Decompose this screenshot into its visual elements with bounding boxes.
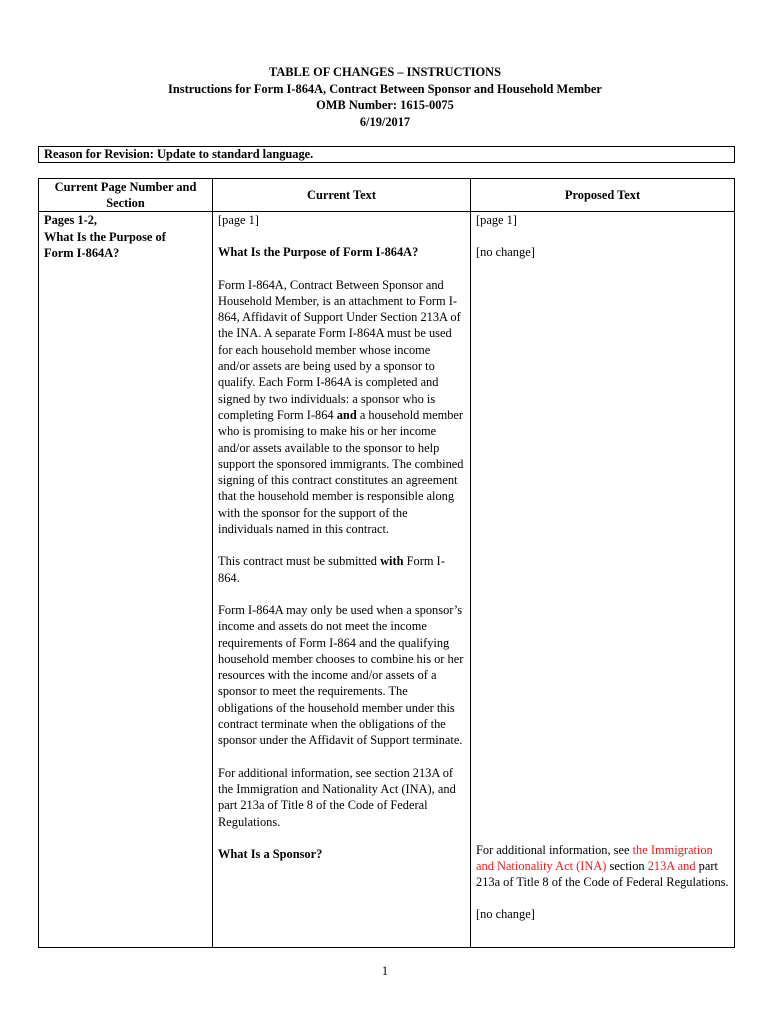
current-paragraph-3: Form I-864A may only be used when a sponsor’s income and assets do not meet the income requirements of Form I-864 and the qualifying household member chooses to combine his or her resources with the income and/or assets of a sponsor to meet the requirements. The obligations of the household member under this contract terminate when the obligations of the sponsor under the Affidavit of Support terminate. <box>218 602 464 748</box>
header-title: TABLE OF CHANGES – INSTRUCTIONS <box>268 65 502 79</box>
proposed-text-cell <box>471 212 735 948</box>
header-date: 6/19/2017 <box>359 114 411 129</box>
current-paragraph-2: This contract must be submitted with Form I-864. <box>218 554 445 585</box>
current-paragraph-4: For additional information, see section 213A of the Immigration and Nationality Act (INA), and part 213a of Title 8 of the Code of Federal Regulations. <box>218 765 456 829</box>
table-header-row <box>39 179 735 212</box>
current-paragraph-1: Form I-864A, Contract Between Sponsor and Household Member, is an attachment to Form I-864, Affidavit of Support Under Section 213A of the INA. A separate Form I-864A must be used for each household member whose income and/or assets are being used by a sponsor to qualify. Each Form I-864A is completed and signed by two individuals: a sponsor who is completing Form I-864 and a household member who is promising to make his or her income and/or assets available to the sponsor to help support the sponsored immigrants. The combined signing of this contract constitutes an agreement that the household member is responsible along with the sponsor for the support of the individuals named in this contract. <box>218 277 464 537</box>
section-pages: Pages 1-2, <box>44 213 97 227</box>
header-subtitle: Instructions for Form I-864A, Contract Between Sponsor and Household Member <box>168 81 602 96</box>
proposed-page-ref: [page 1] <box>476 213 517 227</box>
table-row <box>39 212 735 948</box>
document-header <box>0 64 770 130</box>
changes-table <box>38 178 735 948</box>
current-page-ref: [page 1] <box>218 213 259 227</box>
section-title-line2: Form I-864A? <box>44 246 120 260</box>
column-header-current: Current Text <box>213 179 471 212</box>
current-heading-sponsor: What Is a Sponsor? <box>218 846 323 861</box>
column-header-section: Current Page Number and Section <box>39 179 213 212</box>
section-title-line1: What Is the Purpose of <box>44 229 166 244</box>
proposed-paragraph-4: For additional information, see the Immigration and Nationality Act (INA) section 213A and part 213a of Title 8 of the Code of Federal Regulations. <box>476 842 729 890</box>
column-header-proposed: Proposed Text <box>471 179 735 212</box>
proposed-no-change-sponsor: [no change] <box>476 907 535 922</box>
reason-for-revision: Reason for Revision: Update to standard language. <box>38 146 735 163</box>
current-text-cell <box>213 212 471 948</box>
spacer <box>476 277 729 842</box>
proposed-no-change: [no change] <box>476 245 535 260</box>
page-number: 1 <box>381 964 389 978</box>
header-omb-number: OMB Number: 1615-0075 <box>316 98 454 112</box>
current-heading-purpose: What Is the Purpose of Form I-864A? <box>218 245 419 260</box>
section-cell <box>39 212 213 948</box>
